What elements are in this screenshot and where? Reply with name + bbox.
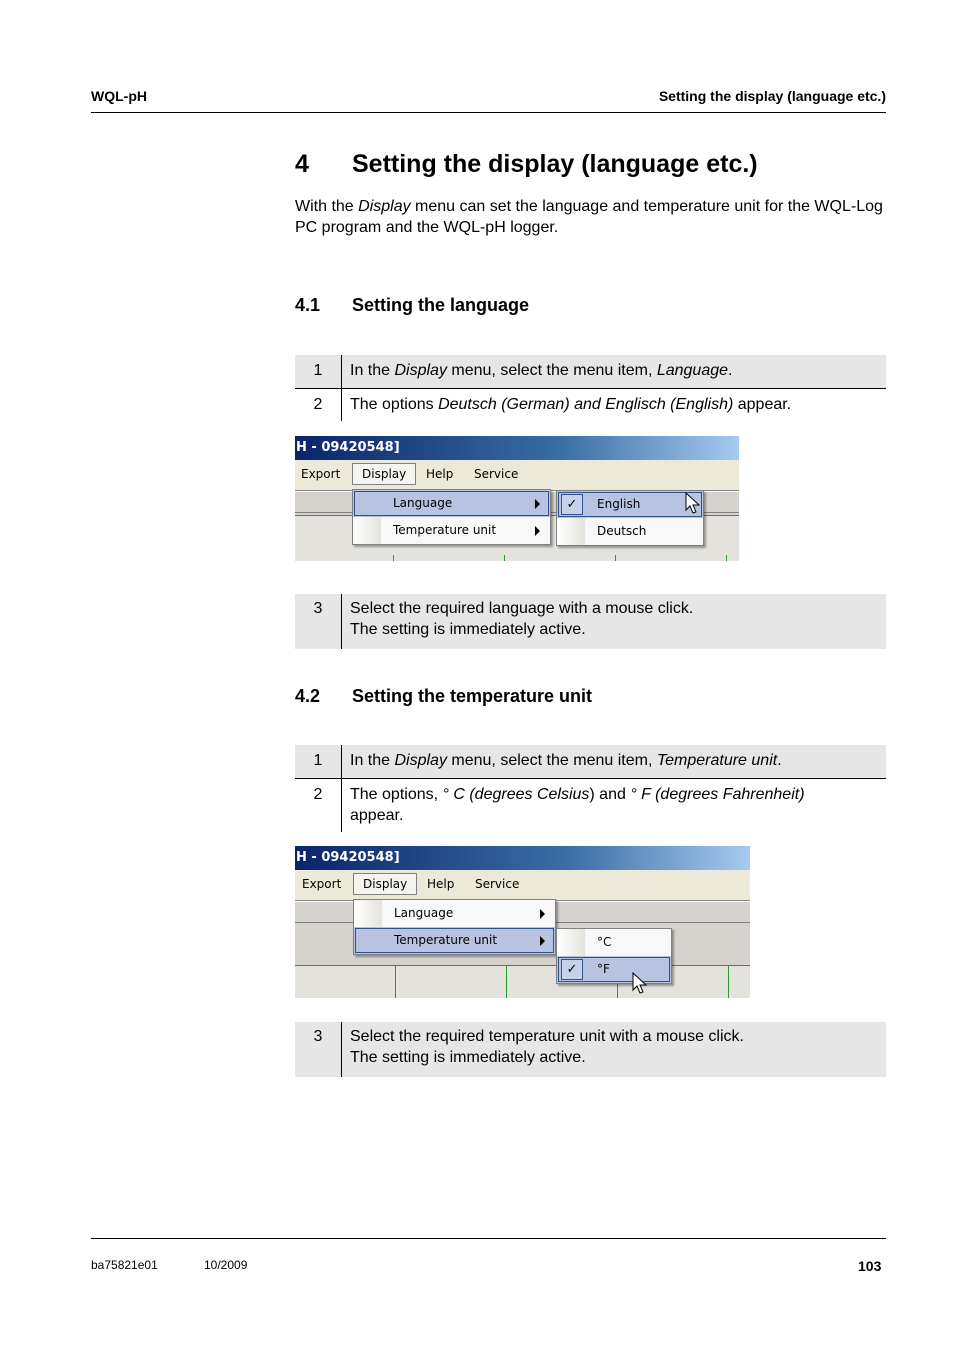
intro-text-2: menu can set the language and temperature unit for the WQL-Log PC program and the WQL-pH logger.	[295, 198, 883, 236]
step-row	[295, 388, 886, 421]
submenu-item-celsius[interactable]: °C	[597, 935, 612, 949]
page-number: 103	[858, 1258, 882, 1274]
header-rule	[91, 112, 886, 113]
chapter-title-text: Setting the display (language etc.)	[352, 150, 758, 178]
grid-line	[504, 555, 505, 561]
step-row	[295, 778, 886, 832]
submenu-arrow-icon	[540, 936, 545, 946]
menu-display[interactable]: Display	[353, 873, 417, 895]
step-text: Select the required temperature unit with a mouse click. The setting is immediately active.	[342, 1022, 887, 1077]
step-row	[295, 1022, 886, 1077]
menu-help[interactable]: Help	[426, 467, 454, 481]
footer-date: 10/2009	[204, 1258, 248, 1272]
grid-line	[393, 555, 394, 561]
check-icon: ✓	[561, 494, 583, 515]
footer-rule	[91, 1238, 886, 1239]
step-number: 1	[295, 745, 342, 778]
chapter-title	[295, 150, 758, 179]
step-row	[295, 594, 886, 649]
step-number: 3	[295, 1022, 342, 1077]
step-text: The options Deutsch (German) and Englisch (English) appear.	[350, 395, 792, 413]
menu-export[interactable]: Export	[302, 877, 342, 891]
submenu-item-fahrenheit[interactable]: ✓ °F	[557, 956, 671, 983]
steps-table-language-1	[295, 355, 886, 421]
grid-line	[726, 555, 727, 561]
menu-item-language[interactable]: Language	[354, 900, 555, 927]
chapter-number: 4	[295, 150, 309, 178]
section-heading-4-2	[295, 686, 592, 707]
check-icon: ✓	[561, 959, 583, 980]
menu-export[interactable]: Export	[301, 467, 341, 481]
window-title: H - 09420548]	[295, 436, 739, 460]
submenu-arrow-icon	[535, 499, 540, 509]
submenu-item-deutsch[interactable]: Deutsch	[597, 524, 647, 538]
mouse-cursor-icon	[685, 492, 701, 516]
footer-doc-number: ba75821e01	[91, 1258, 158, 1272]
section-number: 4.2	[295, 686, 321, 706]
temperature-submenu	[556, 928, 672, 984]
grid-line	[728, 966, 729, 998]
intro-text-1: With the	[295, 198, 359, 215]
section-title: Setting the temperature unit	[352, 686, 593, 706]
mouse-cursor-icon	[632, 972, 648, 996]
step-number: 1	[295, 355, 342, 388]
submenu-item-english[interactable]: ✓ English	[557, 491, 703, 518]
intro-paragraph	[295, 196, 885, 238]
window-title: H - 09420548]	[295, 846, 750, 870]
steps-table-language-2	[295, 594, 886, 649]
step-number: 2	[295, 778, 342, 832]
step-row	[295, 355, 886, 388]
menu-help[interactable]: Help	[427, 877, 455, 891]
grid-line	[395, 966, 396, 998]
menu-display[interactable]: Display	[352, 463, 416, 485]
running-header-left: WQL-pH	[91, 88, 147, 104]
grid-line	[615, 555, 616, 561]
step-text: Select the required language with a mouse click. The setting is immediately active.	[342, 594, 887, 649]
menu-bar	[295, 460, 739, 491]
screenshot-language-menu	[295, 436, 739, 561]
menu-service[interactable]: Service	[475, 877, 520, 891]
chart-area	[295, 965, 750, 998]
section-title: Setting the language	[352, 295, 530, 315]
display-dropdown	[353, 899, 556, 955]
section-heading-4-1	[295, 295, 529, 316]
intro-emphasis: Display	[358, 198, 411, 215]
steps-table-temperature-2	[295, 1022, 886, 1077]
submenu-arrow-icon	[540, 909, 545, 919]
screenshot-temperature-menu	[295, 846, 750, 998]
menu-item-language[interactable]: Language	[353, 490, 550, 517]
steps-table-temperature-1	[295, 745, 886, 832]
menu-service[interactable]: Service	[474, 467, 519, 481]
menu-item-temperature-unit[interactable]: Temperature unit	[353, 517, 550, 544]
display-dropdown	[352, 489, 551, 545]
step-number: 3	[295, 594, 342, 649]
submenu-arrow-icon	[535, 526, 540, 536]
step-text: In the Display menu, select the menu item, Temperature unit.	[342, 745, 887, 778]
menu-bar	[295, 870, 750, 901]
step-text: In the Display menu, select the menu item, Language.	[342, 355, 887, 388]
step-text: The options, ° C (degrees Celsius) and ° F (degrees Fahrenheit) appear.	[350, 785, 805, 824]
language-submenu	[556, 490, 704, 546]
grid-line	[506, 966, 507, 998]
step-row	[295, 745, 886, 778]
step-number: 2	[295, 388, 342, 421]
section-number: 4.1	[295, 295, 321, 315]
menu-item-temperature-unit[interactable]: Temperature unit	[354, 927, 555, 954]
running-header-right: Setting the display (language etc.)	[658, 88, 886, 104]
